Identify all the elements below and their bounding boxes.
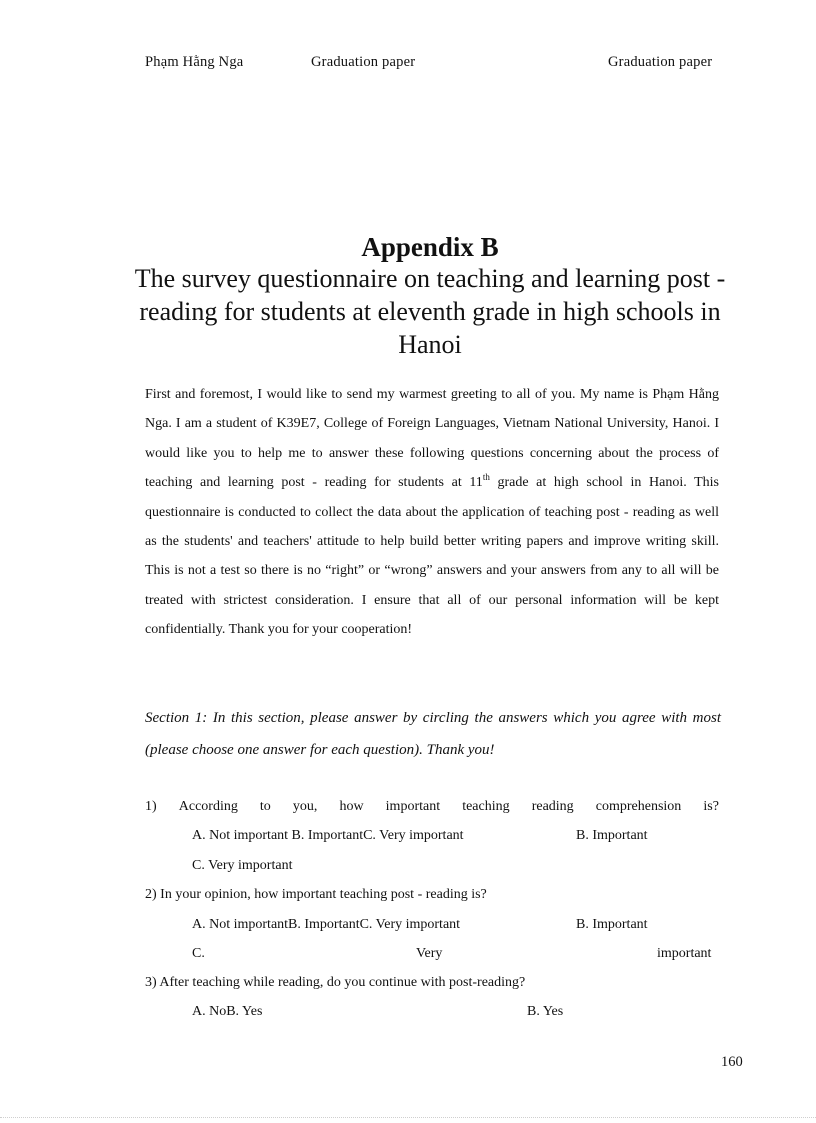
title-block	[120, 232, 740, 361]
q1-word: how	[339, 799, 364, 814]
q1-word: to	[259, 799, 271, 814]
q2-option-c-letter: C.	[192, 946, 205, 961]
question-1	[145, 797, 719, 817]
q1-option-c: C. Very important	[192, 858, 293, 873]
header-title-right: Graduation paper	[608, 54, 713, 70]
q1-option-b: B. Important	[576, 828, 648, 843]
q3-option-b: B. Yes	[527, 1004, 564, 1019]
intro-text-part1: First and foremost, I would like to send my warmest greeting to all of you. My name is Phạm Hằng Nga. I am a student of K39E7, College of Foreign Languages, Vietnam National University, Hanoi. I would like you to help me to answer these following questions concerning about the process of teaching and learning post - reading for students at 11	[145, 387, 719, 491]
page-number: 160	[721, 1054, 743, 1070]
intro-superscript: th	[482, 472, 490, 483]
page-bottom-rule	[0, 1117, 816, 1118]
header-author: Phạm Hằng Nga	[145, 54, 244, 70]
intro-paragraph	[145, 380, 719, 645]
q1-word: teaching	[462, 799, 510, 814]
section-1-instructions: Section 1: In this section, please answer by circling the answers which you agree with most (please choose one answer for each question). Thank you!	[145, 710, 721, 758]
q1-word: is?	[703, 799, 719, 814]
q1-word: 1)	[145, 799, 157, 814]
q1-word: comprehension	[595, 799, 682, 814]
q2-option-c-word1: Very	[416, 946, 443, 961]
q1-word: you,	[292, 799, 318, 814]
header-title-center: Graduation paper	[311, 54, 416, 70]
question-3: 3) After teaching while reading, do you continue with post-reading?	[145, 975, 526, 990]
q1-word: reading	[531, 799, 574, 814]
appendix-heading: Appendix B	[361, 232, 499, 262]
survey-subtitle: The survey questionnaire on teaching and learning post - reading for students at eleventh grade in high schools in Hanoi	[134, 264, 726, 359]
question-2: 2) In your opinion, how important teaching post - reading is?	[145, 887, 487, 902]
q1-word: important	[385, 799, 441, 814]
q2-option-c-word2: important	[657, 946, 712, 961]
q1-options: A. Not important B. ImportantC. Very important	[192, 828, 464, 843]
q2-options: A. Not importantB. ImportantC. Very important	[192, 917, 461, 932]
q1-word: According	[178, 799, 238, 814]
q3-options: A. NoB. Yes	[192, 1004, 263, 1019]
intro-text-part2: grade at high school in Hanoi. This questionnaire is conducted to collect the data about the application of teaching post - reading as well as the students' and teachers' attitude to help build better writing papers and improve writing skill. This is not a test so there is no “right” or “wrong” answers and your answers from any to all will be treated with strictest consideration. I ensure that all of our personal information will be kept confidentially. Thank you for your cooperation!	[145, 475, 720, 638]
q2-option-b: B. Important	[576, 917, 648, 932]
